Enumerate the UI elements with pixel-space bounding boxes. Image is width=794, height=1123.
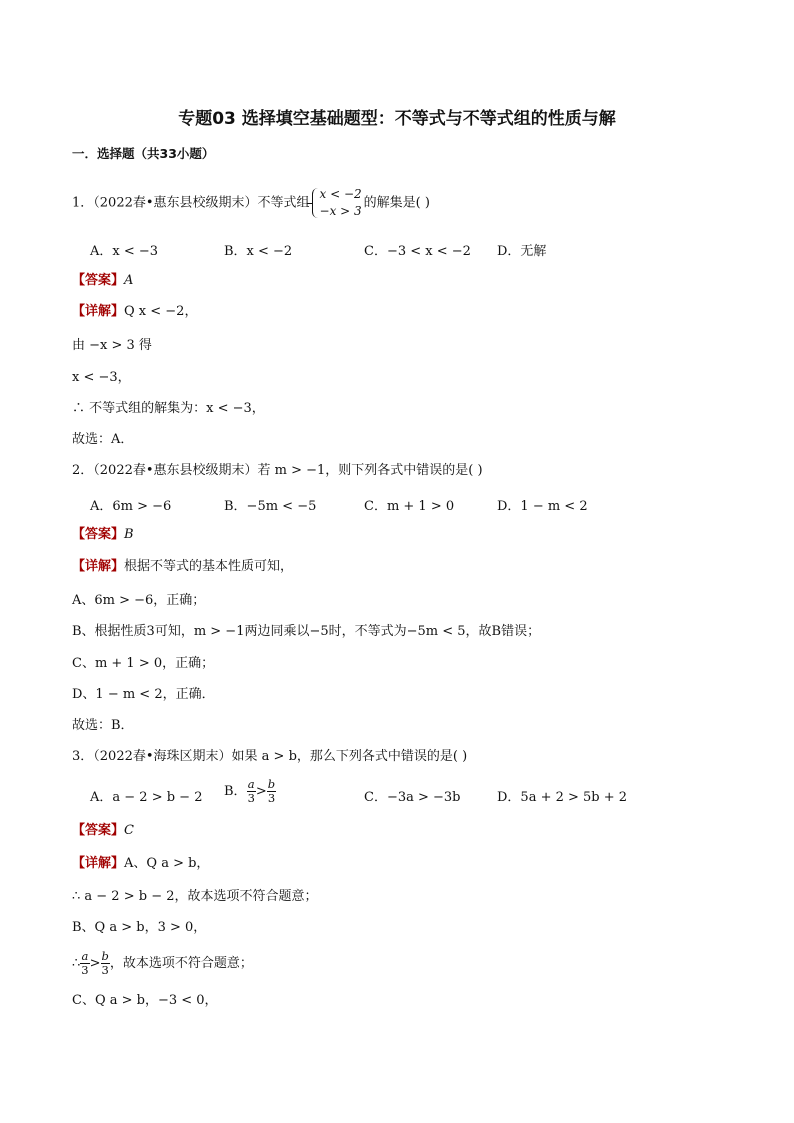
detail-line: C、Q a > b，−3 < 0， [72, 993, 218, 1008]
question-1-prefix: 1．（2022春•惠东县校级期末）不等式组 [72, 195, 310, 211]
fraction-denominator: 3 [81, 963, 89, 977]
answer-label: 【答案】 [72, 823, 125, 838]
fraction-denominator: 3 [267, 791, 276, 805]
question-1-suffix: 的解集是( ) [363, 195, 430, 211]
detail-label: 【详解】 [72, 304, 125, 319]
answer-value: A [124, 273, 134, 288]
detail-line: Q x < −2， [124, 304, 198, 319]
option-d: D．无解 [497, 244, 547, 259]
option-a: A．a − 2 > b − 2 [90, 790, 203, 805]
detail-line: x < −3， [72, 370, 131, 385]
question-2-stem: 2．（2022春•惠东县校级期末）若 m > −1，则下列各式中错误的是( ) [72, 463, 483, 478]
question-2-answer [72, 526, 134, 544]
detail-line: ∴ a − 2 > b − 2，故本选项不符合题意； [72, 889, 318, 904]
fraction-denominator: 3 [247, 791, 255, 805]
question-3-answer [72, 822, 134, 840]
operator: > [255, 784, 267, 799]
detail-line: B、Q a > b，3 > 0， [72, 920, 207, 935]
detail-line: C、m + 1 > 0，正确； [72, 656, 215, 671]
option-b: B．−5m < −5 [224, 499, 317, 514]
question-3-detail [72, 855, 209, 873]
option-c: C．m + 1 > 0 [364, 499, 455, 514]
option-c: C．−3a > −3b [364, 790, 461, 805]
fraction-numerator: a [247, 777, 255, 791]
page-title: 专题03 选择填空基础题型：不等式与不等式组的性质与解 [178, 109, 616, 129]
detail-line-fraction [72, 950, 253, 977]
detail-label: 【详解】 [72, 856, 125, 871]
fraction [267, 778, 276, 805]
option-d: D．1 − m < 2 [497, 499, 588, 514]
detail-line: A、Q a > b， [124, 856, 210, 871]
system-row-2: −x > 3 [319, 204, 362, 218]
detail-line: 根据不等式的基本性质可知， [124, 559, 294, 574]
detail-line: A、6m > −6，正确； [72, 593, 206, 608]
question-1-answer [72, 272, 133, 290]
brace-icon [312, 188, 319, 218]
answer-label: 【答案】 [72, 273, 125, 288]
detail-line-text: ，故本选项不符合题意； [109, 956, 253, 971]
option-a: A．6m > −6 [90, 499, 172, 514]
fraction [80, 950, 89, 977]
option-d: D．5a + 2 > 5b + 2 [497, 790, 628, 805]
detail-line: B、根据性质3可知，m > −1两边同乘以−5时，不等式为−5m < 5，故B错误； [72, 624, 541, 639]
detail-line: 故选：B． [72, 718, 134, 733]
detail-line: ∴ 不等式组的解集为：x < −3， [72, 401, 265, 416]
inequality-system [312, 186, 362, 220]
detail-line: 由 −x > 3 得 [72, 338, 152, 353]
fraction [247, 778, 256, 805]
option-b: B．x < −2 [224, 244, 293, 259]
option-b-label: B． [224, 784, 247, 799]
fraction-denominator: 3 [101, 963, 109, 977]
fraction-numerator: b [267, 777, 276, 791]
fraction-numerator: a [81, 949, 89, 963]
system-row-1: x < −2 [319, 187, 362, 201]
detail-line: 故选：A． [72, 432, 134, 447]
question-1-stem [72, 186, 430, 220]
answer-value: C [124, 823, 134, 838]
option-b [224, 778, 276, 805]
operator: > [89, 956, 101, 971]
question-2-detail [72, 558, 293, 576]
fraction [101, 950, 110, 977]
detail-label: 【详解】 [72, 559, 125, 574]
detail-line: D、1 − m < 2，正确． [72, 687, 215, 702]
section-heading: 一．选择题（共33小题） [72, 146, 215, 161]
therefore-symbol: ∴ [72, 956, 81, 971]
answer-value: B [124, 527, 134, 542]
question-3-stem: 3．（2022春•海珠区期末）如果 a > b，那么下列各式中错误的是( ) [72, 749, 468, 764]
option-c: C．−3 < x < −2 [364, 244, 471, 259]
option-a: A．x < −3 [90, 244, 159, 259]
answer-label: 【答案】 [72, 527, 125, 542]
question-1-detail [72, 303, 197, 321]
fraction-numerator: b [101, 949, 109, 963]
